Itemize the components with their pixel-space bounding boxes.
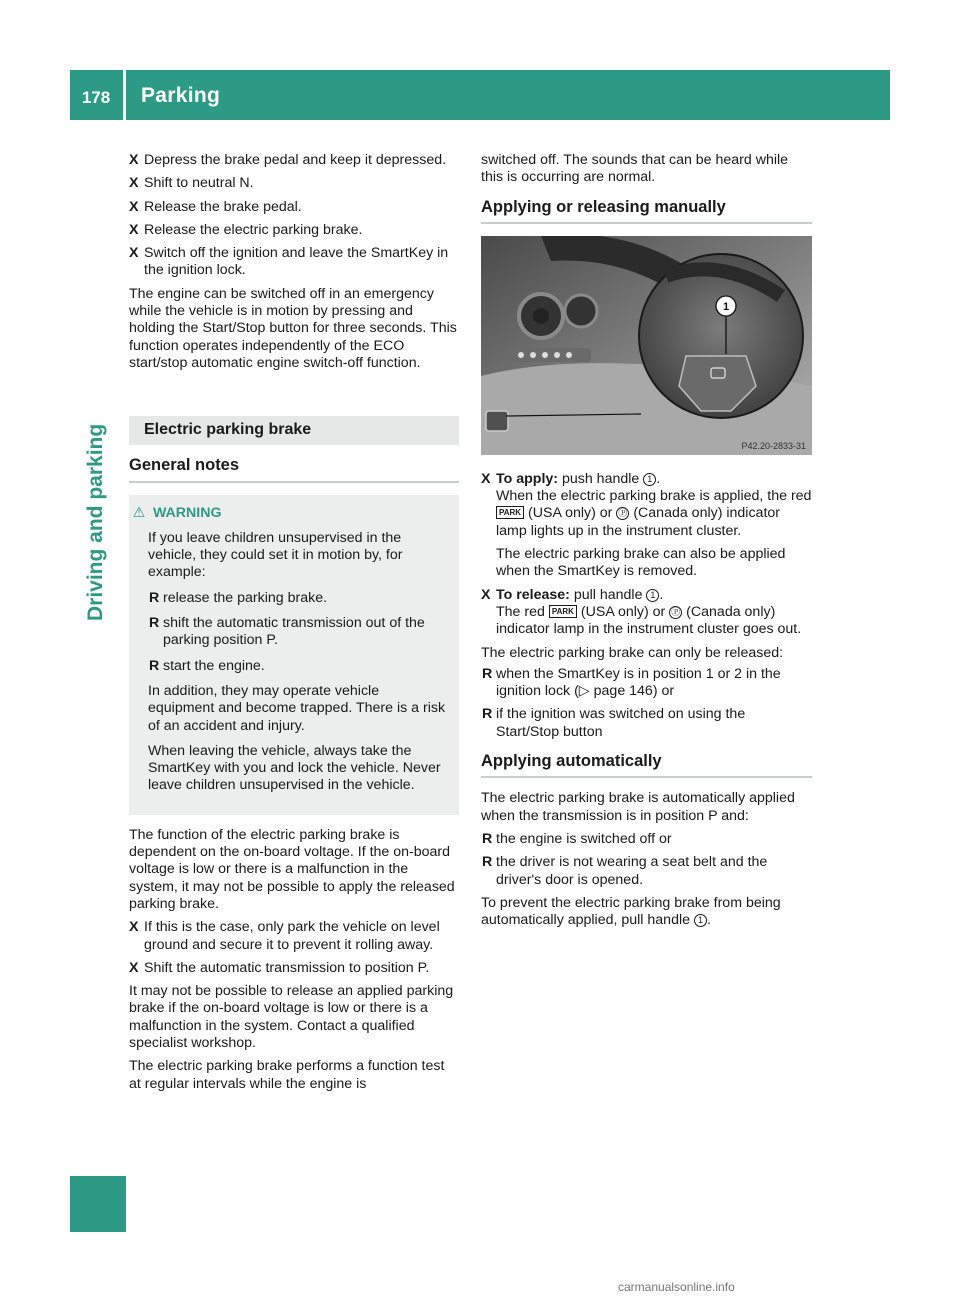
step-arrow-icon: X — [129, 152, 139, 168]
photo-code: P42.20-2833-31 — [741, 440, 806, 451]
canada-park-indicator-icon: Ⓟ — [618, 508, 628, 519]
warning-paragraph: When leaving the vehicle, always take the SmartKey with you and lock the vehicle. Never leave children unsupervised in the vehicle. — [148, 742, 441, 794]
test-paragraph: The electric parking brake performs a function test at regular intervals while the engine is — [129, 1058, 445, 1092]
warning-title: ⚠ WARNING — [129, 505, 449, 522]
step-arrow-icon: X — [481, 470, 491, 487]
header-separator — [123, 70, 126, 120]
warning-paragraph: In addition, they may operate vehicle equipment and become trapped. There is a risk of an accident and injury. — [148, 682, 446, 734]
step-arrow-icon: X — [129, 919, 139, 936]
side-chapter-text: Driving and parking — [84, 423, 107, 621]
step-arrow-icon: X — [129, 245, 139, 262]
callout-1-icon: 1 — [643, 473, 656, 486]
subheading-manual: Applying or releasing manually — [481, 199, 812, 224]
step-item: X Release the electric parking brake. — [129, 221, 363, 238]
function-paragraph: The function of the electric parking brake is dependent on the on-board voltage. If the on-board voltage is low or there is a malfunction in the system, it may not be possible to apply the released parking brake. — [129, 826, 455, 912]
release-bullet: R if the ignition was switched on using the Start/Stop button — [482, 706, 746, 740]
page-number: 178 — [81, 88, 111, 107]
step-item: X If this is the case, only park the vehicle on level ground and secure it to prevent it rolling away. — [129, 919, 440, 953]
step-item: X Switch off the ignition and leave the SmartKey in the ignition lock. — [129, 245, 449, 279]
right-column — [481, 152, 812, 935]
step-item: X Shift to neutral N. — [129, 175, 254, 192]
side-color-block — [70, 1176, 126, 1232]
step-arrow-icon: X — [129, 175, 139, 192]
emergency-paragraph: The engine can be switched off in an emergency while the vehicle is in motion by pressing and holding the Start/Stop button for three seconds. This function operates independently of the ECO start/stop automatic engine switch-off function. — [129, 285, 457, 371]
photo-callout-number: 1 — [722, 300, 730, 313]
step-arrow-icon: X — [129, 221, 139, 238]
left-column — [129, 152, 459, 1099]
step-item: X Release the brake pedal. — [129, 198, 302, 215]
step-apply: X To apply: push handle 1 . When the electric parking brake is applied, the red PARK (USA only) or Ⓟ (Canada only) indicator lamp lights up in the instrument cluster. The electric parking brake can also be applied when the SmartKey is removed. — [481, 470, 812, 580]
page-title: Parking — [141, 84, 221, 107]
watermark: carmanualsonline.info — [618, 1280, 735, 1294]
warning-bullet: R shift the automatic transmission out of the parking position P. — [149, 615, 425, 649]
step-arrow-icon: X — [129, 959, 139, 976]
only-released-paragraph: The electric parking brake can only be released: — [481, 644, 784, 661]
step-release: X To release: pull handle 1 . The red PARK (USA only) or Ⓟ (Canada only) indicator lamp in the instrument cluster goes out. — [481, 586, 802, 638]
warning-bullet: R start the engine. — [149, 657, 265, 674]
side-chapter-label — [84, 423, 114, 621]
subheading-general-notes: General notes — [129, 457, 459, 482]
step-item: X Depress the brake pedal and keep it depressed. — [129, 152, 447, 168]
canada-park-indicator-icon: Ⓟ — [671, 606, 681, 617]
continued-paragraph: switched off. The sounds that can be heard while this is occurring are normal. — [481, 152, 789, 186]
section-title: Electric parking brake — [129, 416, 459, 445]
step-arrow-icon: X — [481, 586, 491, 603]
auto-bullet: R the driver is not wearing a seat belt and the driver's door is opened. — [482, 854, 768, 888]
callout-1-icon: 1 — [646, 589, 659, 602]
park-indicator-icon: PARK — [549, 605, 577, 618]
callout-1-icon: 1 — [694, 914, 707, 927]
auto-bullet: R the engine is switched off or — [482, 830, 672, 847]
prevent-paragraph: To prevent the electric parking brake from being automatically applied, pull handle 1 . — [481, 894, 781, 929]
step-item: X Shift the automatic transmission to position P. — [129, 959, 430, 976]
release-paragraph: It may not be possible to release an applied parking brake if the on-board voltage is low or there is a malfunction in the system. Contact a qualified specialist workshop. — [129, 983, 454, 1051]
subheading-automatic: Applying automatically — [481, 753, 812, 778]
warning-triangle-icon: ⚠ — [132, 504, 146, 521]
warning-box — [129, 495, 459, 815]
dashboard-photo — [481, 236, 812, 455]
step-arrow-icon: X — [129, 198, 139, 215]
auto-paragraph: The electric parking brake is automatically applied when the transmission is in position P and: — [481, 790, 795, 824]
warning-intro: If you leave children unsupervised in the vehicle, they could set it in motion by, for example: — [148, 529, 403, 581]
release-bullet: R when the SmartKey is in position 1 or 2 in the ignition lock (▷ page 146) or — [482, 665, 781, 700]
warning-bullet: R release the parking brake. — [149, 589, 328, 606]
park-indicator-icon: PARK — [496, 506, 524, 519]
